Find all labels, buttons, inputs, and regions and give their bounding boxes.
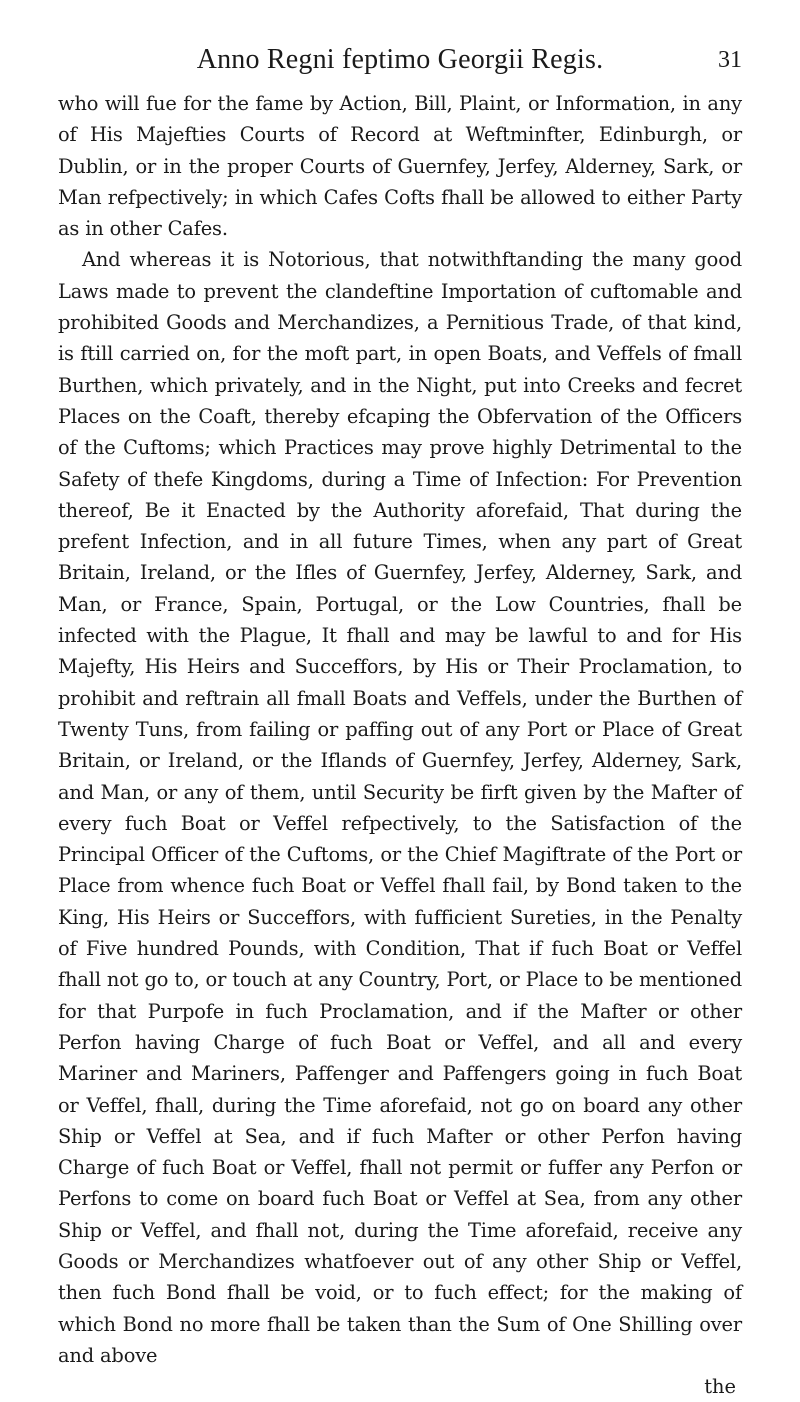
catchword: the <box>704 1375 736 1399</box>
paragraph-proclamation: And whereas it is Notorious, that notwithftanding the many good Laws made to prevent the clandeftine Importation of cuftomable and prohibited Goods and Merchandizes, a Pernitious Trade, of that kind, is ftill carried on, for the moft part, in open Boats, and Veffels of fmall Burthen, which privately, and in the Night, put into Creeks and fecret Places on the Coaft, thereby efcaping the Obfervation of the Officers of the Cuftoms; which Practices may prove highly Detrimental to the Safety of thefe Kingdoms, during a Time of Infection: For Prevention thereof, Be it Enacted by the Authority aforefaid, That during the prefent Infection, and in all future Times, when any part of Great Britain, Ireland, or the Ifles of Guernfey, Jerfey, Alderney, Sark, and Man, or France, Spain, Portugal, or the Low Countries, fhall be infected with the Plague, It fhall and may be lawful to and for His Majefty, His Heirs and Succeffors, by His or Their Proclamation, to prohibit and reftrain all fmall Boats and Veffels, under the Burthen of Twenty Tuns, from failing or paffing out of any Port or Place of Great Britain, or Ireland, or the Iflands of Guernfey, Jerfey, Alderney, Sark, and Man, or any of them, until Security be firft given by the Mafter of every fuch Boat or Veffel refpectively, to the Satisfaction of the Principal Officer of the Cuftoms, or the Chief Magiftrate of the Port or Place from whence fuch Boat or Veffel fhall fail, by Bond taken to the King, His Heirs or Succeffors, with fufficient Sureties, in the Penalty of Five hundred Pounds, with Condition, That if fuch Boat or Veffel fhall not go to, or touch at any Country, Port, or Place to be mentioned for that Purpofe in fuch Proclamation, and if the Mafter or other Perfon having Charge of fuch Boat or Veffel, and all and every Mariner and Mariners, Paffenger and Paffengers going in fuch Boat or Veffel, fhall, during the Time aforefaid, not go on board any other Ship or Veffel at Sea, and if fuch Mafter or other Perfon having Charge of fuch Boat or Veffel, fhall not permit or fuffer any Perfon or Perfons to come on board fuch Boat or Veffel at Sea, from any other Ship or Veffel, and fhall not, during the Time aforefaid, receive any Goods or Merchandizes whatfoever out of any other Ship or Veffel, then fuch Bond fhall be void, or to fuch effect; for the making of which Bond no more fhall be taken than the Sum of One Shilling over and above <box>58 248 742 1367</box>
body-text <box>58 88 742 1371</box>
page-header <box>58 40 742 88</box>
running-head: Anno Regni feptimo Georgii Regis. <box>196 44 604 75</box>
paragraph-costs: who will fue for the fame by Action, Bill, Plaint, or Information, in any of His Majefties Courts of Record at Weftminfter, Edinburgh, or Dublin, or in the proper Courts of Guernfey, Jerfey, Alderney, Sark, or Man refpectively; in which Cafes Cofts fhall be allowed to either Party as in other Cafes. <box>58 92 742 241</box>
page-number: 31 <box>718 47 742 73</box>
